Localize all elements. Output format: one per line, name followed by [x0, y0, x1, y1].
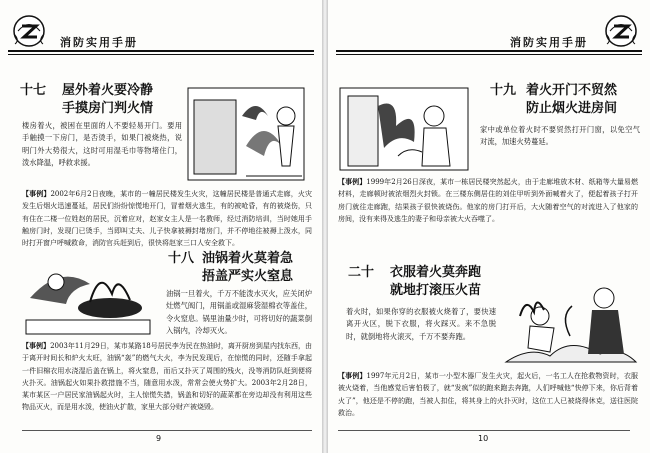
left-page [0, 0, 322, 453]
page-number-right: 10 [478, 434, 489, 443]
section-19-number: 十九 [490, 83, 517, 98]
section-17-case-text: 2002年6月2日夜晚，某市的一幢居民楼发生火灾，这幢居民楼是普通式走廊，火灾发生后烟火迅速蔓延，居民们纷纷惊慌地开门，冒着烟火逃生，有的被呛昏，有的被烧伤，只有住在二楼一位姓赵的居民，沉着应对，赵家女主人是一名教师，经过消防培训，当时她用手触房门时，发现门已烫手，当即叫丈夫、儿子快拿被褥封堵房门，并不停地往被褥上泼水，同时打开窗户呼喊救命，消防官兵赶到后，很快将赵家三口人安全救下。 [22, 190, 312, 248]
header-title: 消防实用手册 [60, 36, 138, 49]
header-title: 消防实用手册 [510, 36, 588, 49]
section-20-title-line1: 衣服着火莫奔跑 [390, 265, 482, 280]
section-18-title-line1: 油锅着火莫着急 [202, 251, 294, 266]
section-20-title-line2: 就地打滚压火苗 [390, 283, 482, 298]
section-20-case-label: 【事例】 [338, 372, 367, 380]
opening-door-smoke-illustration [338, 86, 470, 172]
section-19-case-label: 【事例】 [338, 178, 367, 186]
section-17-title-line2: 手摸房门判火情 [62, 101, 154, 116]
section-17-number: 十七 [20, 83, 47, 98]
fire-emblem-logo [604, 14, 638, 48]
section-20-case-text: 1997年元月2日，某市一小型木器厂发生火灾，起火后，一名工人在抢救物资时，衣服被火烧着，当他感觉后害怕极了，就“发疯”似的跑来跑去奔跑，人们呼喊他“快停下来，你后背着火了”，他还是不停的跑，当被人扣住，将其身上的火扑灭时，这位工人已被烧得休克，送往医院救治。 [338, 372, 638, 417]
oil-pan-fire-illustration [20, 258, 156, 338]
section-18-title-line2: 捂盖严实火窒息 [202, 269, 294, 284]
right-page [328, 0, 650, 453]
section-18-body: 油锅一旦着火，千万不能泼水灭火，应关闭炉灶燃气阀门，用锅盖或湿麻袋湿棉衣等盖住，令火窒息。锅里油量少时，可将切好的蔬菜倒入锅内，冷却灭火。 [166, 289, 312, 335]
section-19-title-line1: 着火开门不贸然 [526, 83, 618, 98]
section-17-case [22, 188, 312, 249]
section-18-case [22, 340, 312, 414]
section-20-number: 二十 [348, 265, 375, 280]
section-17-body: 楼房着火，被困在里面的人不要轻易开门。要用手触摸一下房门，是否烫手，如果门被烧热，说明门外大势很大，这时可用湿毛巾等物堵住门，泼水降温，呼救求援。 [22, 121, 182, 167]
section-19-case [338, 176, 638, 225]
section-17-title-line1: 屋外着火要冷静 [62, 83, 154, 98]
fire-emblem-logo [12, 14, 46, 48]
section-18-number: 十八 [168, 251, 195, 266]
clothes-on-fire-illustration [500, 276, 640, 366]
section-17-case-label: 【事例】 [22, 190, 51, 198]
section-19-body: 家中或单位着火时不要贸然打开门窗，以免空气对流，加速火势蔓延。 [480, 125, 640, 147]
section-20-case [338, 370, 638, 419]
section-20-body: 着火时，如果你穿的衣服被火烧着了，要快速离开火区，脱下衣服，将火踩灭。来不急脱时，就倒地将火滚灭，千万不要奔跑。 [346, 307, 496, 341]
left-header [8, 14, 314, 58]
section-19-case-text: 1999年2月26日深夜，某市一栋居民楼突然起火，由于走廊堆放木材、纸箱等大量易燃材料，走廊顿时被浓烟烈火封锁。在三楼东侧居住的刘住甲听到外面喊着火了，便起着孩子打开房门就往走廊跑，结果孩子很快被烧伤。他家的房门打开后，大火随着空气的对流进入了他家的房间，没有来得及逃生的妻子和母亲被大火吞噬了。 [338, 178, 638, 223]
closed-door-fire-illustration [186, 86, 306, 182]
section-18-case-label: 【事例】 [22, 342, 51, 350]
right-header [336, 14, 642, 58]
page-number-left: 9 [156, 434, 162, 443]
section-18-case-text: 2003年11月29日，某市某路18号居民李为民在热油时，离开厨房到屋内找东西，由于离开时间长和炉火太旺，油锅“轰”的燃气大火，李为民发现后，在惊慌的同时，还随手拿起一件旧棉衣用水浇湿后盖在锅上，将火窒息，而后又扑灭了周围的残火，没等消防队赶到便将火扑灭。油锅起火如果扑救措施不当，随意用水泼，常常会使火势扩大。2003年2月28日，某市某区一户居民家油锅起火时，主人惊慌失措，锅盖和切好的蔬菜都在旁边却没有利用这些物品灭火，而是用水泼，使油火扩散，家里大部分财产被烧毁。 [22, 342, 313, 412]
section-19-title-line2: 防止烟火进房间 [526, 101, 618, 116]
